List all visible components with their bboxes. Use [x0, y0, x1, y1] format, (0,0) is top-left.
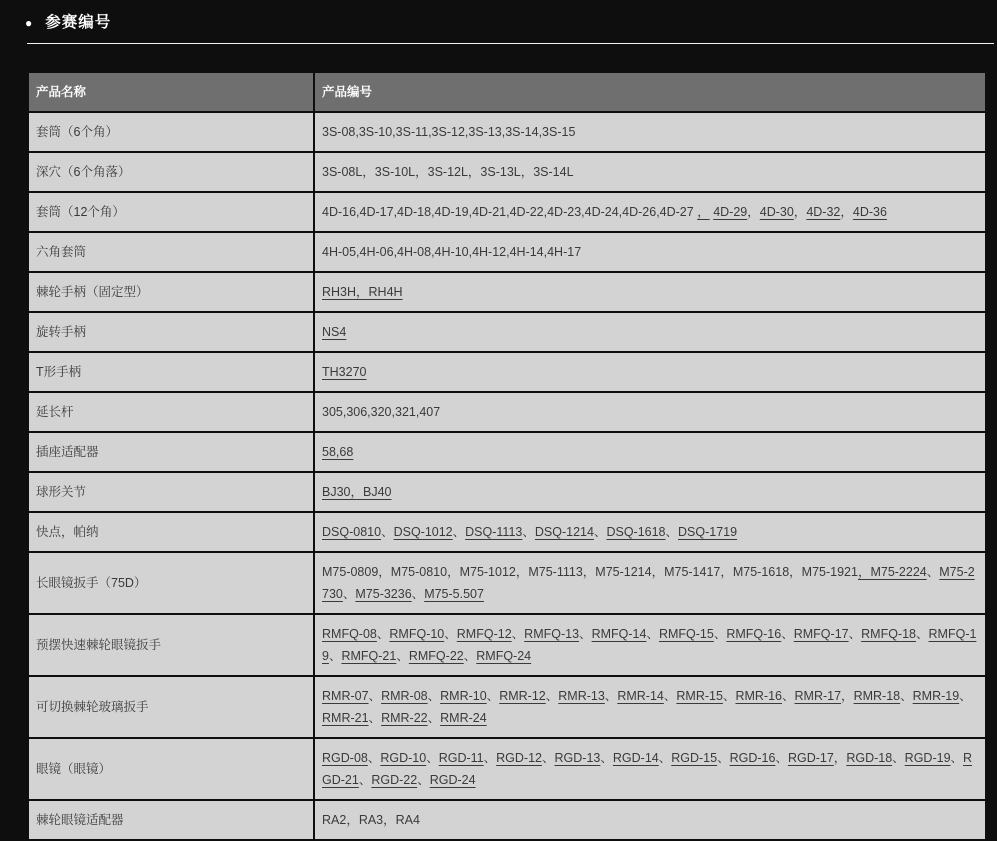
product-code-link[interactable]: RGD-13 [554, 751, 601, 765]
product-code-cell [314, 272, 986, 312]
product-code-link[interactable]: RMR-19 [912, 689, 960, 703]
product-code-text: ， [747, 205, 760, 219]
product-code-link[interactable]: DSQ-1012 [393, 525, 453, 539]
product-name-cell: 球形关节 [28, 472, 314, 512]
product-code-link[interactable]: RMFQ-16 [726, 627, 782, 641]
product-code-link[interactable]: RGD-17 [787, 751, 834, 765]
product-name-cell: 六角套筒 [28, 232, 314, 272]
product-name-cell: 棘轮眼镜适配器 [28, 800, 314, 840]
product-code-text: 、 [959, 689, 972, 703]
section-header [0, 0, 997, 33]
product-code-link[interactable]: RMFQ-12 [456, 627, 512, 641]
product-code-cell [314, 676, 986, 738]
product-name-cell: 预摆快速棘轮眼镜扳手 [28, 614, 314, 676]
product-code-link[interactable]: RMR-10 [440, 689, 487, 703]
product-code-text: 、 [665, 525, 679, 539]
product-code-text: 、 [781, 689, 795, 703]
product-name-cell: 深穴（6个角落） [28, 152, 314, 192]
product-code-link[interactable]: RGD-19 [904, 751, 951, 765]
table-row [28, 800, 986, 840]
product-code-link[interactable]: DSQ-1719 [678, 525, 738, 539]
product-code-cell [314, 512, 986, 552]
product-code-link[interactable]: RMFQ-10 [389, 627, 445, 641]
product-code-text: 、 [427, 689, 441, 703]
product-code-link[interactable]: RMR-12 [499, 689, 546, 703]
product-code-cell [314, 552, 986, 614]
product-code-link[interactable]: RMR-21 [322, 711, 369, 725]
product-code-text: 、 [427, 711, 441, 725]
product-code-text: 、 [579, 627, 592, 641]
product-code-cell [314, 432, 986, 472]
product-code-link[interactable]: DSQ-1113 [465, 525, 523, 539]
product-code-link[interactable]: DSQ-1618 [606, 525, 666, 539]
product-code-text: 3S-08,3S-10,3S-11,3S-12,3S-13,3S-14,3S-15 [322, 125, 576, 139]
product-code-text: 、 [722, 689, 736, 703]
product-code-link[interactable]: RMFQ-19 [322, 627, 977, 663]
table-row [28, 392, 986, 432]
product-code-text: 、 [368, 711, 382, 725]
product-code-cell [314, 192, 986, 232]
product-code-link[interactable]: RMR-24 [440, 711, 487, 725]
product-code-link[interactable]: NS4 [322, 325, 347, 339]
product-code-text: 、 [444, 627, 457, 641]
product-code-link[interactable]: RMR-08 [381, 689, 428, 703]
product-code-link[interactable]: DSQ-0810 [322, 525, 382, 539]
product-code-cell [314, 152, 986, 192]
table-row [28, 676, 986, 738]
product-code-link[interactable]: RMFQ-18 [861, 627, 916, 641]
product-code-text: 、 [411, 587, 425, 601]
product-code-text: 、 [511, 627, 525, 641]
product-name-cell: 套筒（12个角） [28, 192, 314, 232]
product-code-text: 、 [396, 649, 409, 663]
product-code-text: ， [833, 751, 847, 765]
table-row [28, 738, 986, 800]
product-code-text: 、 [522, 525, 535, 539]
table-header [28, 72, 986, 112]
product-code-link[interactable]: TH3270 [322, 365, 367, 379]
product-code-text: 、 [658, 751, 672, 765]
product-code-text: 、 [848, 627, 862, 641]
product-code-link[interactable]: 4D-32 [806, 205, 841, 219]
product-name-cell: 套筒（6个角） [28, 112, 314, 152]
product-code-link[interactable]: RMFQ-21 [341, 649, 397, 663]
product-code-link[interactable]: RGD-18 [846, 751, 893, 765]
product-code-cell [314, 312, 986, 352]
table-row [28, 192, 986, 232]
column-header-product-code: 产品编号 [314, 72, 986, 112]
product-code-link[interactable]: RMR-07 [322, 689, 369, 703]
product-code-text: 、 [368, 689, 382, 703]
product-code-link[interactable]: BJ30，BJ40 [322, 485, 392, 499]
product-code-text: RA2，RA3，RA4 [322, 813, 420, 827]
product-code-link[interactable]: RGD-14 [612, 751, 659, 765]
product-name-cell: 棘轮手柄（固定型） [28, 272, 314, 312]
product-name-cell: 快点，帕纳 [28, 512, 314, 552]
product-code-link[interactable]: RMR-22 [381, 711, 428, 725]
product-code-link[interactable]: M75-2730 [322, 565, 975, 601]
product-code-text: 、 [775, 751, 788, 765]
product-code-text: 、 [417, 773, 430, 787]
product-code-link[interactable]: RGD-15 [671, 751, 718, 765]
page-title: 参赛编号 [45, 14, 112, 31]
product-code-link[interactable]: RGD-12 [496, 751, 542, 765]
table-header-row [28, 72, 986, 112]
product-code-text: 、 [545, 689, 559, 703]
product-code-cell [314, 800, 986, 840]
product-code-link[interactable]: 4D-36 [852, 205, 887, 219]
product-code-link[interactable]: ，M75-2224 [857, 565, 927, 579]
product-name-cell: 插座适配器 [28, 432, 314, 472]
product-code-link[interactable]: RMFQ-14 [591, 627, 647, 641]
product-code-text: 、 [426, 751, 439, 765]
table-row [28, 112, 986, 152]
product-code-text: M75-0809，M75-0810，M75-1012，M75-1113，M75-1214，M75-1417，M75-1618，M75-1921 [322, 565, 858, 579]
product-code-text: 、 [542, 751, 555, 765]
product-name-cell: 旋转手柄 [28, 312, 314, 352]
product-code-link[interactable]: DSQ-1214 [534, 525, 594, 539]
table-row [28, 432, 986, 472]
product-code-text: 、 [342, 587, 356, 601]
product-code-link[interactable]: RMFQ-24 [476, 649, 532, 663]
product-code-link[interactable]: 58,68 [322, 445, 354, 459]
product-code-table [27, 71, 987, 841]
product-code-text: 、 [604, 689, 618, 703]
product-code-link[interactable]: RMR-16 [735, 689, 782, 703]
product-code-text: 、 [486, 689, 500, 703]
product-code-link[interactable]: RMR-13 [558, 689, 605, 703]
product-code-link[interactable]: RMR-14 [617, 689, 664, 703]
product-code-cell [314, 352, 986, 392]
product-code-link[interactable]: RMR-17 [794, 689, 842, 703]
product-code-text: 、 [376, 627, 390, 641]
product-code-text: 、 [950, 751, 964, 765]
product-name-cell: 眼镜（眼镜） [28, 738, 314, 800]
product-code-text: 、 [892, 751, 905, 765]
column-header-product-name: 产品名称 [28, 72, 314, 112]
product-code-link[interactable]: RH3H，RH4H [322, 285, 403, 299]
product-code-link[interactable]: RMFQ-17 [793, 627, 849, 641]
product-code-text: 3S-08L，3S-10L，3S-12L，3S-13L，3S-14L [322, 165, 574, 179]
product-code-text: 、 [593, 525, 607, 539]
bullet-icon: ● [25, 16, 33, 30]
product-code-text: ， [793, 205, 807, 219]
product-code-link[interactable]: RGD-24 [429, 773, 476, 787]
table-body [28, 112, 986, 840]
product-code-text: ， [840, 205, 853, 219]
product-code-cell [314, 232, 986, 272]
product-code-text: 、 [452, 525, 466, 539]
product-code-link[interactable]: 4D-29 [713, 205, 748, 219]
product-code-text: 、 [900, 689, 913, 703]
product-code-text: 、 [328, 649, 342, 663]
product-code-link[interactable]: 4D-30 [759, 205, 794, 219]
product-code-text: 、 [717, 751, 730, 765]
table-row [28, 472, 986, 512]
product-code-text: 、 [713, 627, 727, 641]
product-code-cell [314, 614, 986, 676]
product-name-cell: 长眼镜扳手（75D） [28, 552, 314, 614]
product-code-text: 4D-16,4D-17,4D-18,4D-19,4D-21,4D-22,4D-23,4D-24,4D-26,4D-27 [322, 205, 698, 219]
table-row [28, 512, 986, 552]
header-divider [27, 43, 994, 44]
product-code-cell [314, 738, 986, 800]
product-code-link[interactable]: ， [697, 205, 710, 219]
table-row [28, 272, 986, 312]
product-name-cell: 可切换棘轮玻璃扳手 [28, 676, 314, 738]
product-code-text: 、 [916, 627, 929, 641]
product-code-link[interactable]: RMFQ-08 [322, 627, 377, 641]
product-code-link[interactable]: RMFQ-22 [408, 649, 464, 663]
product-code-text: 、 [463, 649, 477, 663]
product-code-text: 4H-05,4H-06,4H-08,4H-10,4H-12,4H-14,4H-17 [322, 245, 582, 259]
table-row [28, 312, 986, 352]
product-code-text: 、 [367, 751, 381, 765]
product-code-link[interactable]: RMFQ-15 [658, 627, 714, 641]
table-row [28, 614, 986, 676]
product-code-text: 、 [646, 627, 659, 641]
product-name-cell: T形手柄 [28, 352, 314, 392]
product-code-text: 、 [381, 525, 394, 539]
table-row [28, 232, 986, 272]
product-code-text: 305,306,320,321,407 [322, 405, 441, 419]
product-code-link[interactable]: RGD-16 [729, 751, 776, 765]
product-code-text: 、 [663, 689, 677, 703]
product-code-link[interactable]: RMFQ-13 [524, 627, 580, 641]
product-code-text: 、 [600, 751, 613, 765]
product-code-link[interactable]: RGD-21 [322, 751, 973, 787]
table-row [28, 352, 986, 392]
product-code-link[interactable]: M75-3236 [355, 587, 412, 601]
product-name-cell: 延长杆 [28, 392, 314, 432]
product-code-link[interactable]: RGD-11 [438, 751, 484, 765]
product-code-cell [314, 472, 986, 512]
product-code-text: 、 [483, 751, 497, 765]
table-row [28, 552, 986, 614]
product-code-link[interactable]: RGD-10 [380, 751, 427, 765]
product-code-cell [314, 112, 986, 152]
table-row [28, 152, 986, 192]
product-code-text: ， [841, 689, 854, 703]
product-code-link[interactable]: RGD-22 [371, 773, 418, 787]
product-code-link[interactable]: RGD-08 [322, 751, 368, 765]
product-code-cell [314, 392, 986, 432]
product-code-text: 、 [781, 627, 794, 641]
product-code-text: 、 [926, 565, 940, 579]
product-code-text: 、 [358, 773, 372, 787]
product-code-link[interactable]: RMR-15 [676, 689, 723, 703]
product-code-link[interactable]: RMR-18 [853, 689, 901, 703]
product-code-link[interactable]: M75-5.507 [424, 587, 484, 601]
